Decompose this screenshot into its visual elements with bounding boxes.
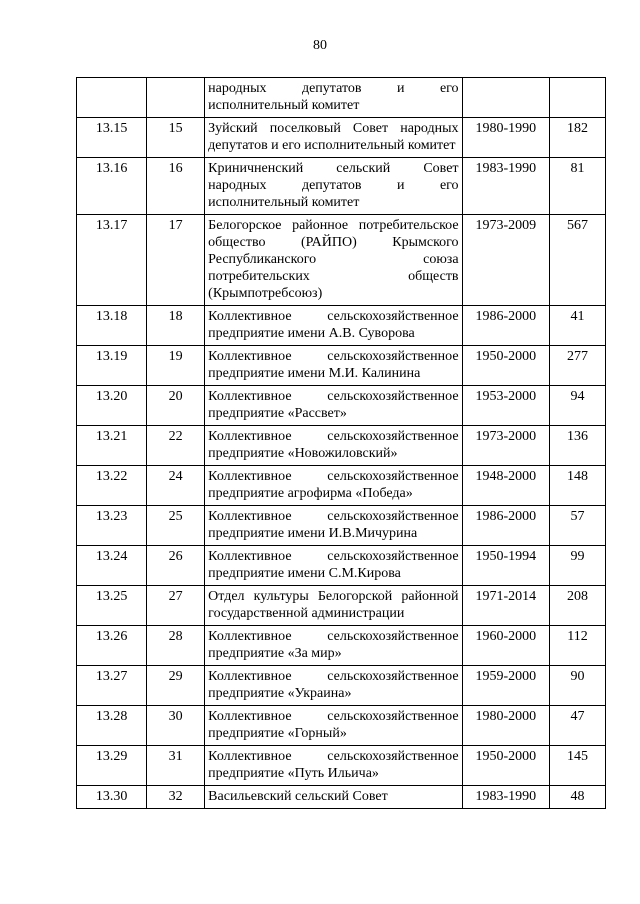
- cell-fund-number: 31: [147, 746, 205, 786]
- table-body: [77, 78, 606, 809]
- table-row: [77, 78, 606, 118]
- table-row: [77, 546, 606, 586]
- cell-index-number: 13.17: [77, 215, 147, 306]
- cell-index-number: 13.30: [77, 786, 147, 809]
- cell-fund-name: Коллективное сельскохозяйственное предприятие имени И.В.Мичурина: [205, 506, 462, 546]
- table-row: [77, 346, 606, 386]
- table-row: [77, 586, 606, 626]
- cell-fund-number: 24: [147, 466, 205, 506]
- cell-fund-number: 16: [147, 158, 205, 215]
- cell-fund-number: 30: [147, 706, 205, 746]
- table-row: [77, 626, 606, 666]
- cell-date-range: 1983-1990: [462, 786, 549, 809]
- cell-index-number: 13.18: [77, 306, 147, 346]
- cell-index-number: 13.15: [77, 118, 147, 158]
- cell-item-count: 182: [550, 118, 606, 158]
- cell-date-range: 1986-2000: [462, 306, 549, 346]
- cell-fund-name: Коллективное сельскохозяйственное предприятие имени М.И. Калинина: [205, 346, 462, 386]
- archive-fund-table: [76, 77, 606, 809]
- cell-item-count: 81: [550, 158, 606, 215]
- cell-fund-name: Коллективное сельскохозяйственное предприятие «Украина»: [205, 666, 462, 706]
- cell-item-count: 48: [550, 786, 606, 809]
- cell-date-range: 1948-2000: [462, 466, 549, 506]
- cell-date-range: 1983-1990: [462, 158, 549, 215]
- cell-index-number: 13.19: [77, 346, 147, 386]
- cell-date-range: 1973-2000: [462, 426, 549, 466]
- cell-index-number: 13.27: [77, 666, 147, 706]
- table-row: [77, 215, 606, 306]
- cell-index-number: 13.23: [77, 506, 147, 546]
- cell-date-range: 1959-2000: [462, 666, 549, 706]
- cell-fund-name: Коллективное сельскохозяйственное предприятие «Горный»: [205, 706, 462, 746]
- cell-item-count: 208: [550, 586, 606, 626]
- cell-fund-number: 29: [147, 666, 205, 706]
- table-row: [77, 506, 606, 546]
- cell-fund-number: 20: [147, 386, 205, 426]
- cell-fund-number: 19: [147, 346, 205, 386]
- cell-fund-name: Коллективное сельскохозяйственное предприятие «За мир»: [205, 626, 462, 666]
- cell-item-count: 145: [550, 746, 606, 786]
- cell-item-count: 136: [550, 426, 606, 466]
- table-row: [77, 306, 606, 346]
- cell-fund-number: 22: [147, 426, 205, 466]
- cell-item-count: 57: [550, 506, 606, 546]
- table-row: [77, 158, 606, 215]
- cell-index-number: 13.25: [77, 586, 147, 626]
- cell-index-number: 13.24: [77, 546, 147, 586]
- cell-fund-name: Криничненский сельский Совет народных депутатов и его исполнительный комитет: [205, 158, 462, 215]
- cell-fund-number: 32: [147, 786, 205, 809]
- cell-date-range: 1950-2000: [462, 346, 549, 386]
- cell-index-number: 13.26: [77, 626, 147, 666]
- cell-index-number: 13.28: [77, 706, 147, 746]
- cell-date-range: 1950-1994: [462, 546, 549, 586]
- table-row: [77, 466, 606, 506]
- cell-fund-name: Зуйский поселковый Совет народных депутатов и его исполнительный комитет: [205, 118, 462, 158]
- cell-item-count: [550, 78, 606, 118]
- table-row: [77, 746, 606, 786]
- cell-fund-number: 18: [147, 306, 205, 346]
- cell-item-count: 94: [550, 386, 606, 426]
- cell-fund-name: Отдел культуры Белогорской районной государственной администрации: [205, 586, 462, 626]
- cell-fund-name: Белогорское районное потребительское общество (РАЙПО) Крымского Республиканского союза потребительских обществ (Крымпотребсоюз): [205, 215, 462, 306]
- cell-fund-number: 27: [147, 586, 205, 626]
- cell-date-range: 1953-2000: [462, 386, 549, 426]
- cell-fund-number: 25: [147, 506, 205, 546]
- cell-index-number: 13.20: [77, 386, 147, 426]
- cell-item-count: 47: [550, 706, 606, 746]
- cell-fund-name: Коллективное сельскохозяйственное предприятие «Новожиловский»: [205, 426, 462, 466]
- cell-fund-number: 26: [147, 546, 205, 586]
- cell-fund-number: 15: [147, 118, 205, 158]
- cell-item-count: 99: [550, 546, 606, 586]
- table-row: [77, 666, 606, 706]
- cell-fund-name: Коллективное сельскохозяйственное предприятие агрофирма «Победа»: [205, 466, 462, 506]
- cell-fund-number: [147, 78, 205, 118]
- cell-item-count: 277: [550, 346, 606, 386]
- cell-date-range: [462, 78, 549, 118]
- cell-item-count: 148: [550, 466, 606, 506]
- cell-date-range: 1980-1990: [462, 118, 549, 158]
- page-number: 80: [313, 38, 327, 53]
- cell-fund-name: Коллективное сельскохозяйственное предприятие имени С.М.Кирова: [205, 546, 462, 586]
- cell-date-range: 1973-2009: [462, 215, 549, 306]
- cell-fund-name: Коллективное сельскохозяйственное предприятие «Путь Ильича»: [205, 746, 462, 786]
- cell-item-count: 112: [550, 626, 606, 666]
- cell-date-range: 1986-2000: [462, 506, 549, 546]
- table-row: [77, 386, 606, 426]
- cell-item-count: 90: [550, 666, 606, 706]
- cell-index-number: 13.29: [77, 746, 147, 786]
- cell-index-number: [77, 78, 147, 118]
- cell-index-number: 13.21: [77, 426, 147, 466]
- cell-fund-name: Васильевский сельский Совет: [205, 786, 462, 809]
- cell-index-number: 13.16: [77, 158, 147, 215]
- table-row: [77, 118, 606, 158]
- table-row: [77, 706, 606, 746]
- cell-item-count: 41: [550, 306, 606, 346]
- cell-date-range: 1960-2000: [462, 626, 549, 666]
- cell-fund-name: Коллективное сельскохозяйственное предприятие «Рассвет»: [205, 386, 462, 426]
- cell-date-range: 1971-2014: [462, 586, 549, 626]
- cell-date-range: 1950-2000: [462, 746, 549, 786]
- cell-fund-number: 28: [147, 626, 205, 666]
- cell-index-number: 13.22: [77, 466, 147, 506]
- cell-fund-number: 17: [147, 215, 205, 306]
- cell-fund-name: народных депутатов и его исполнительный комитет: [205, 78, 462, 118]
- table-row: [77, 426, 606, 466]
- cell-date-range: 1980-2000: [462, 706, 549, 746]
- cell-item-count: 567: [550, 215, 606, 306]
- table-row: [77, 786, 606, 809]
- cell-fund-name: Коллективное сельскохозяйственное предприятие имени А.В. Суворова: [205, 306, 462, 346]
